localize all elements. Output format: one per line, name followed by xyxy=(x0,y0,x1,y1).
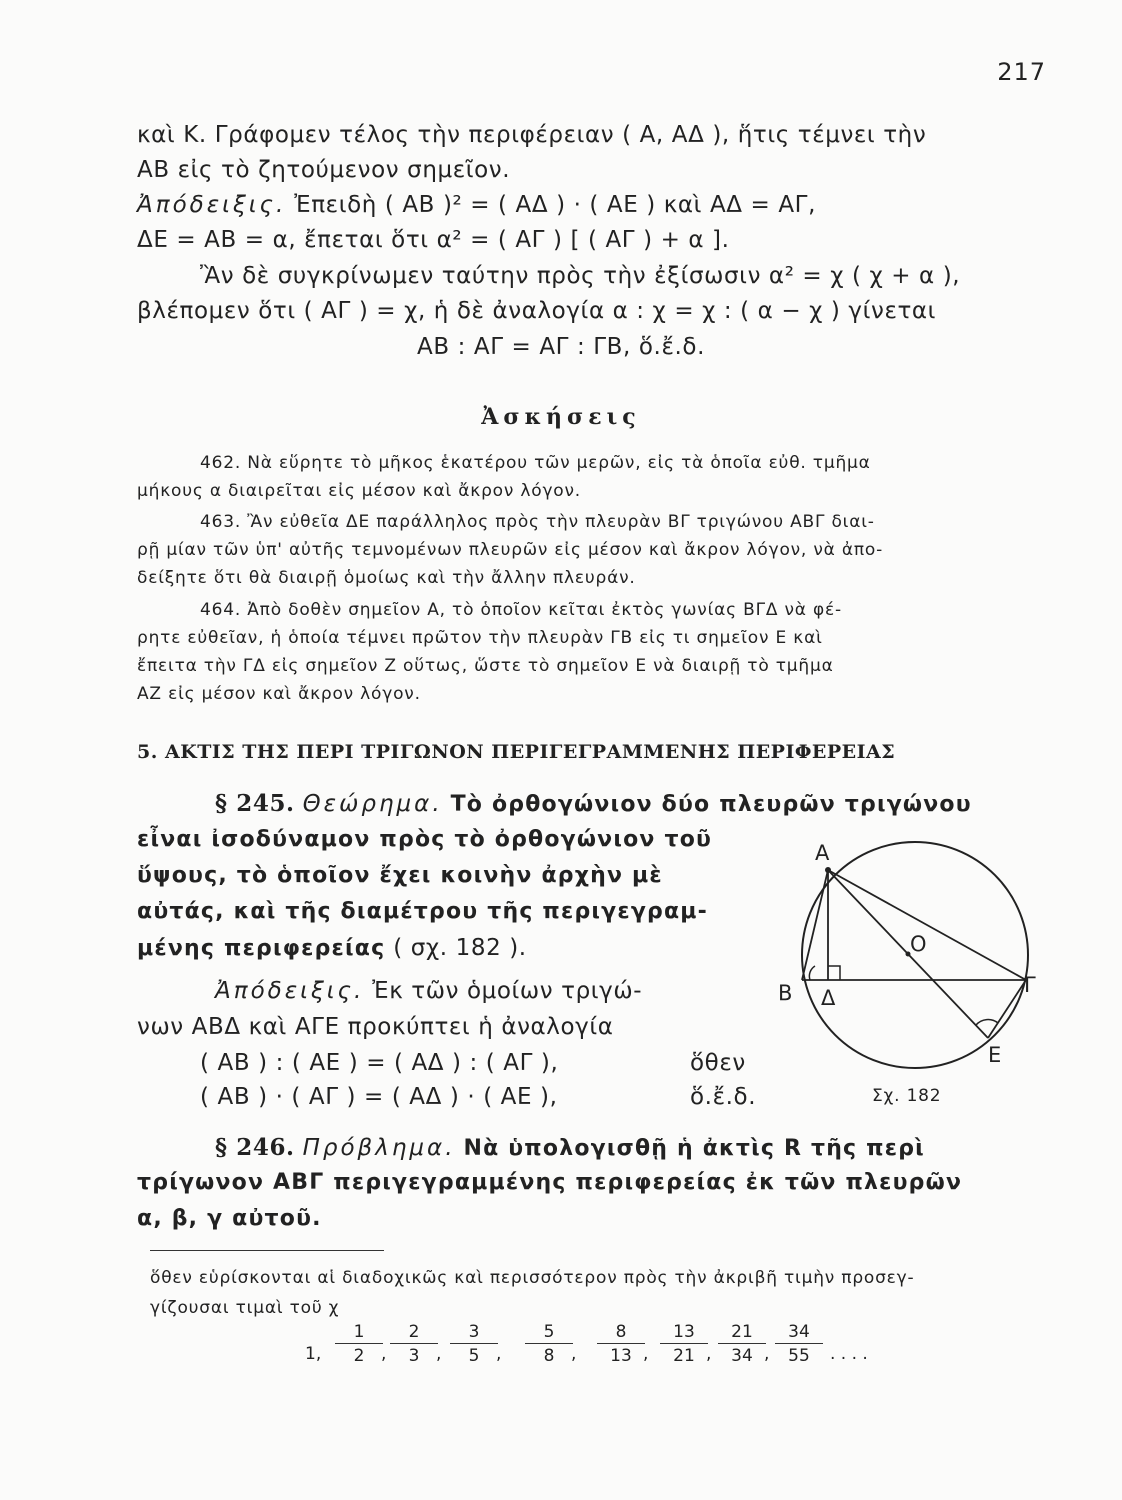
label-G: Γ xyxy=(1024,973,1036,997)
problem-line: τρίγωνον ΑΒΓ περιγεγραμμένης περιφερείας ἐκ τῶν πλευρῶν xyxy=(137,1170,963,1195)
fraction-numerator: 8 xyxy=(597,1322,645,1344)
proof-line xyxy=(137,192,816,218)
proof-text: Ἐπειδὴ ( ΑΒ )² = ( ΑΔ ) · ( ΑΕ ) καὶ ΑΔ = ΑΓ, xyxy=(286,192,816,218)
exercises-title: Ἀσκήσεις xyxy=(481,404,641,430)
proof-line: Ἂν δὲ συγκρίνωμεν ταύτην πρὸς τὴν ἐξίσωσιν α² = χ ( χ + α ), xyxy=(200,263,961,289)
fraction-numerator: 13 xyxy=(660,1322,708,1344)
angle-mark-B xyxy=(809,966,815,980)
equation-tail: ὅθεν xyxy=(690,1050,746,1076)
proof-line: ΔΕ = ΑΒ = α, ἔπεται ὅτι α² = ( ΑΓ ) [ ( ΑΓ ) + α ]. xyxy=(137,227,730,253)
segment-AG xyxy=(828,870,1026,980)
fraction-numerator: 34 xyxy=(775,1322,823,1344)
proof-label: Ἀπόδειξις. xyxy=(137,192,287,218)
label-A: Α xyxy=(815,841,830,865)
fraction-denominator: 3 xyxy=(408,1346,420,1366)
theorem-line: εἶναι ἰσοδύναμον πρὸς τὸ ὀρθογώνιον τοῦ xyxy=(137,827,713,852)
exercise-463: δείξητε ὅτι θὰ διαιρῇ ὁμοίως καὶ τὴν ἄλλην πλευράν. xyxy=(137,568,636,588)
exercise-464: ΑΖ εἰς μέσον καὶ ἄκρον λόγον. xyxy=(137,684,421,704)
fraction-denominator: 8 xyxy=(543,1346,555,1366)
problem-line xyxy=(215,1134,925,1161)
first-value: 1, xyxy=(305,1344,322,1364)
exercise-462: 462. Νὰ εὕρητε τὸ μῆκος ἑκατέρου τῶν μερῶν, εἰς τὰ ὁποῖα εὐθ. τμῆμα xyxy=(200,453,871,473)
ellipsis: . . . . xyxy=(830,1344,868,1364)
fraction-denominator: 2 xyxy=(353,1346,365,1366)
fraction xyxy=(718,1322,766,1366)
problem-number: § 246. xyxy=(215,1134,295,1161)
footnote-line: γίζουσαι τιμαὶ τοῦ χ xyxy=(150,1298,340,1318)
text-line: καὶ Κ. Γράφομεν τέλος τὴν περιφέρειαν ( Α, ΑΔ ), ἥτις τέμνει τὴν xyxy=(137,122,927,148)
fraction-numerator: 1 xyxy=(335,1322,383,1344)
theorem-line xyxy=(137,935,527,961)
theorem-number: § 245. xyxy=(215,790,295,817)
footnote-line: ὅθεν εὑρίσκονται αἱ διαδοχικῶς καὶ περισσότερον πρὸς τὴν ἀκριβῆ τιμὴν προσεγ- xyxy=(150,1268,915,1288)
segment-GE xyxy=(988,980,1026,1038)
proof-line: νων ΑΒΔ καὶ ΑΓΕ προκύπτει ἡ ἀναλογία xyxy=(137,1014,614,1040)
footnote-rule xyxy=(150,1250,384,1251)
proof-text: Ἐκ τῶν ὁμοίων τριγώ- xyxy=(364,978,643,1004)
proof-conclusion: ΑΒ : ΑΓ = ΑΓ : ΓΒ, ὅ.ἔ.δ. xyxy=(417,334,705,360)
comma-separator: , xyxy=(764,1344,770,1364)
equation-tail: ὅ.ἔ.δ. xyxy=(690,1084,757,1110)
theorem-text: Τὸ ὀρθογώνιον δύο πλευρῶν τριγώνου xyxy=(450,792,972,817)
exercise-464: ρητε εὐθεῖαν, ἡ ὁποία τέμνει πρῶτον τὴν πλευρὰν ΓΒ εἰς τι σημεῖον Ε καὶ xyxy=(137,628,823,648)
label-B: Β xyxy=(778,981,793,1005)
problem-label: Πρόβλημα. xyxy=(302,1135,456,1161)
theorem-line: ὕψους, τὸ ὁποῖον ἔχει κοινὴν ἀρχὴν μὲ xyxy=(137,863,663,888)
fraction xyxy=(390,1322,438,1366)
theorem-label: Θεώρημα. xyxy=(302,791,443,817)
exercise-463: ρῇ μίαν τῶν ὑπ' αὐτῆς τεμνομένων πλευρῶν εἰς μέσον καὶ ἄκρον λόγον, νὰ ἀπο- xyxy=(137,540,884,560)
equation: ( ΑΒ ) · ( ΑΓ ) = ( ΑΔ ) · ( ΑΕ ), xyxy=(200,1084,558,1110)
fraction xyxy=(597,1322,645,1366)
fraction-numerator: 2 xyxy=(390,1322,438,1344)
exercise-464: ἔπειτα τὴν ΓΔ εἰς σημεῖον Ζ οὕτως, ὥστε τὸ σημεῖον Ε νὰ διαιρῇ τὸ τμῆμα xyxy=(137,656,834,676)
theorem-line: αὐτάς, καὶ τῆς διαμέτρου τῆς περιγεγραμ- xyxy=(137,899,708,924)
fraction-denominator: 21 xyxy=(673,1346,695,1366)
problem-line: α, β, γ αὐτοῦ. xyxy=(137,1206,322,1231)
comma-separator: , xyxy=(381,1344,387,1364)
fraction-numerator: 3 xyxy=(450,1322,498,1344)
fraction-denominator: 5 xyxy=(468,1346,480,1366)
comma-separator: , xyxy=(496,1344,502,1364)
point-A xyxy=(825,867,831,873)
figure-reference: ( σχ. 182 ). xyxy=(385,935,527,961)
exercise-462: μήκους α διαιρεῖται εἰς μέσον καὶ ἄκρον λόγον. xyxy=(137,481,582,501)
comma-separator: , xyxy=(571,1344,577,1364)
page-number: 217 xyxy=(997,58,1046,86)
proof-line xyxy=(215,978,642,1004)
section-heading: 5. ΑΚΤΙΣ ΤΗΣ ΠΕΡΙ ΤΡΙΓΩΝΟΝ ΠΕΡΙΓΕΓΡΑΜΜΕΝΗΣ ΠΕΡΙΦΕΡΕΙΑΣ xyxy=(137,741,896,763)
right-angle-mark-D xyxy=(828,966,840,980)
proof-label: Ἀπόδειξις. xyxy=(215,978,365,1004)
label-D: Δ xyxy=(821,986,836,1010)
fraction xyxy=(660,1322,708,1366)
exercise-463: 463. Ἂν εὐθεῖα ΔΕ παράλληλος πρὸς τὴν πλευρὰν ΒΓ τριγώνου ΑΒΓ διαι- xyxy=(200,512,875,532)
comma-separator: , xyxy=(436,1344,442,1364)
exercise-464: 464. Ἀπὸ δοθὲν σημεῖον Α, τὸ ὁποῖον κεῖται ἐκτὸς γωνίας ΒΓΔ νὰ φέ- xyxy=(200,600,842,620)
label-O: Ο xyxy=(910,932,927,956)
fraction-numerator: 5 xyxy=(525,1322,573,1344)
equation: ( ΑΒ ) : ( ΑΕ ) = ( ΑΔ ) : ( ΑΓ ), xyxy=(200,1050,559,1076)
fraction xyxy=(775,1322,823,1366)
figure-caption: Σχ. 182 xyxy=(872,1086,942,1106)
fraction-denominator: 13 xyxy=(610,1346,632,1366)
comma-separator: , xyxy=(643,1344,649,1364)
fraction xyxy=(450,1322,498,1366)
text-line: ΑΒ εἰς τὸ ζητούμενον σημεῖον. xyxy=(137,157,511,183)
angle-mark-E xyxy=(976,1020,998,1025)
label-E: Ε xyxy=(988,1043,1002,1067)
theorem-line xyxy=(215,790,972,817)
fraction xyxy=(335,1322,383,1366)
theorem-text: μένης περιφερείας xyxy=(137,936,386,961)
fraction-denominator: 34 xyxy=(731,1346,753,1366)
proof-line: βλέπομεν ὅτι ( ΑΓ ) = χ, ἡ δὲ ἀναλογία α : χ = χ : ( α − χ ) γίνεται xyxy=(137,298,937,324)
fraction xyxy=(525,1322,573,1366)
fraction-numerator: 21 xyxy=(718,1322,766,1344)
problem-text: Νὰ ὑπολογισθῇ ἡ ἀκτὶς R τῆς περὶ xyxy=(463,1136,925,1161)
fraction-denominator: 55 xyxy=(788,1346,810,1366)
geometry-figure xyxy=(760,830,1050,1110)
comma-separator: , xyxy=(706,1344,712,1364)
